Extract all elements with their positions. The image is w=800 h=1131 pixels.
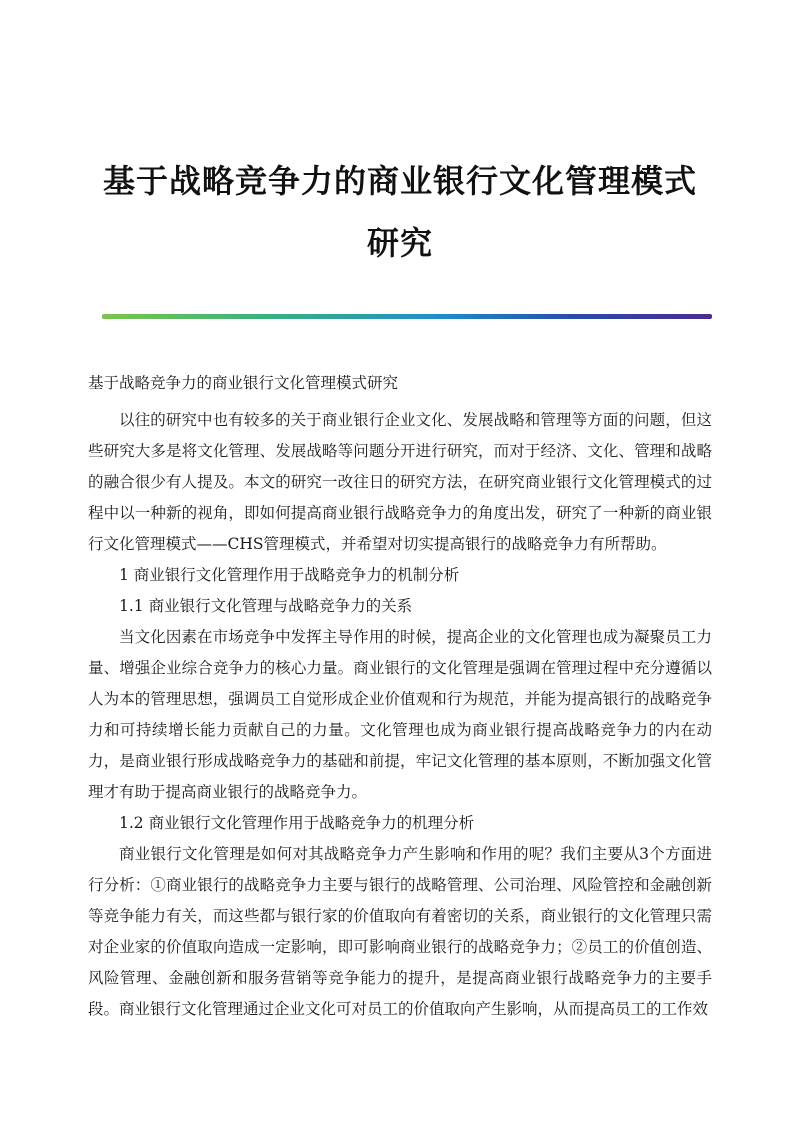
paragraph-1-1: 当文化因素在市场竞争中发挥主导作用的时候，提高企业的文化管理也成为凝聚员工力量、增强企业综合竞争力的核心力量。商业银行的文化管理是强调在管理过程中充分遵循以人为本的管理思想，强调员工自觉形成企业价值观和行为规范，并能为提高银行的战略竞争力和可持续增长能力贡献自己的力量。文化管理也成为商业银行提高战略竞争力的内在动力，是商业银行形成战略竞争力的基础和前提，牢记文化管理的基本原则，不断加强文化管理才有助于提高商业银行的战略竞争力。 (88, 628, 712, 801)
paragraph-1-2: 商业银行文化管理是如何对其战略竞争力产生影响和作用的呢？我们主要从3个方面进行分析：①商业银行的战略竞争力主要与银行的战略管理、公司治理、风险管控和金融创新等竞争能力有关，而这些都与银行家的价值取向有着密切的关系，商业银行的文化管理只需对企业家的价值取向造成一定影响，即可影响商业银行的战略竞争力；②员工的价值创造、风险管理、金融创新和服务营销等竞争能力的提升，是提高商业银行战略竞争力的主要手段。商业银行文化管理通过企业文化可对员工的价值取向产生影响，从而提高员工的工作效 (88, 845, 712, 1018)
document-body (88, 368, 712, 1025)
section-heading-1-1: 1.1 商业银行文化管理与战略竞争力的关系 (119, 597, 413, 615)
section-heading-1-2: 1.2 商业银行文化管理作用于战略竞争力的机理分析 (119, 814, 475, 832)
document-title: 基于战略竞争力的商业银行文化管理模式研究 (102, 162, 697, 262)
title-divider (102, 314, 712, 319)
section-heading-1: 1 商业银行文化管理作用于战略竞争力的机制分析 (119, 566, 460, 584)
repeated-title-line: 基于战略竞争力的商业银行文化管理模式研究 (88, 374, 399, 392)
intro-paragraph: 以往的研究中也有较多的关于商业银行企业文化、发展战略和管理等方面的问题，但这些研究大多是将文化管理、发展战略等问题分开进行研究，而对于经济、文化、管理和战略的融合很少有人提及。本文的研究一改往日的研究方法，在研究商业银行文化管理模式的过程中以一种新的视角，即如何提高商业银行战略竞争力的角度出发，研究了一种新的商业银行文化管理模式——CHS管理模式，并希望对切实提高银行的战略竞争力有所帮助。 (88, 411, 712, 553)
